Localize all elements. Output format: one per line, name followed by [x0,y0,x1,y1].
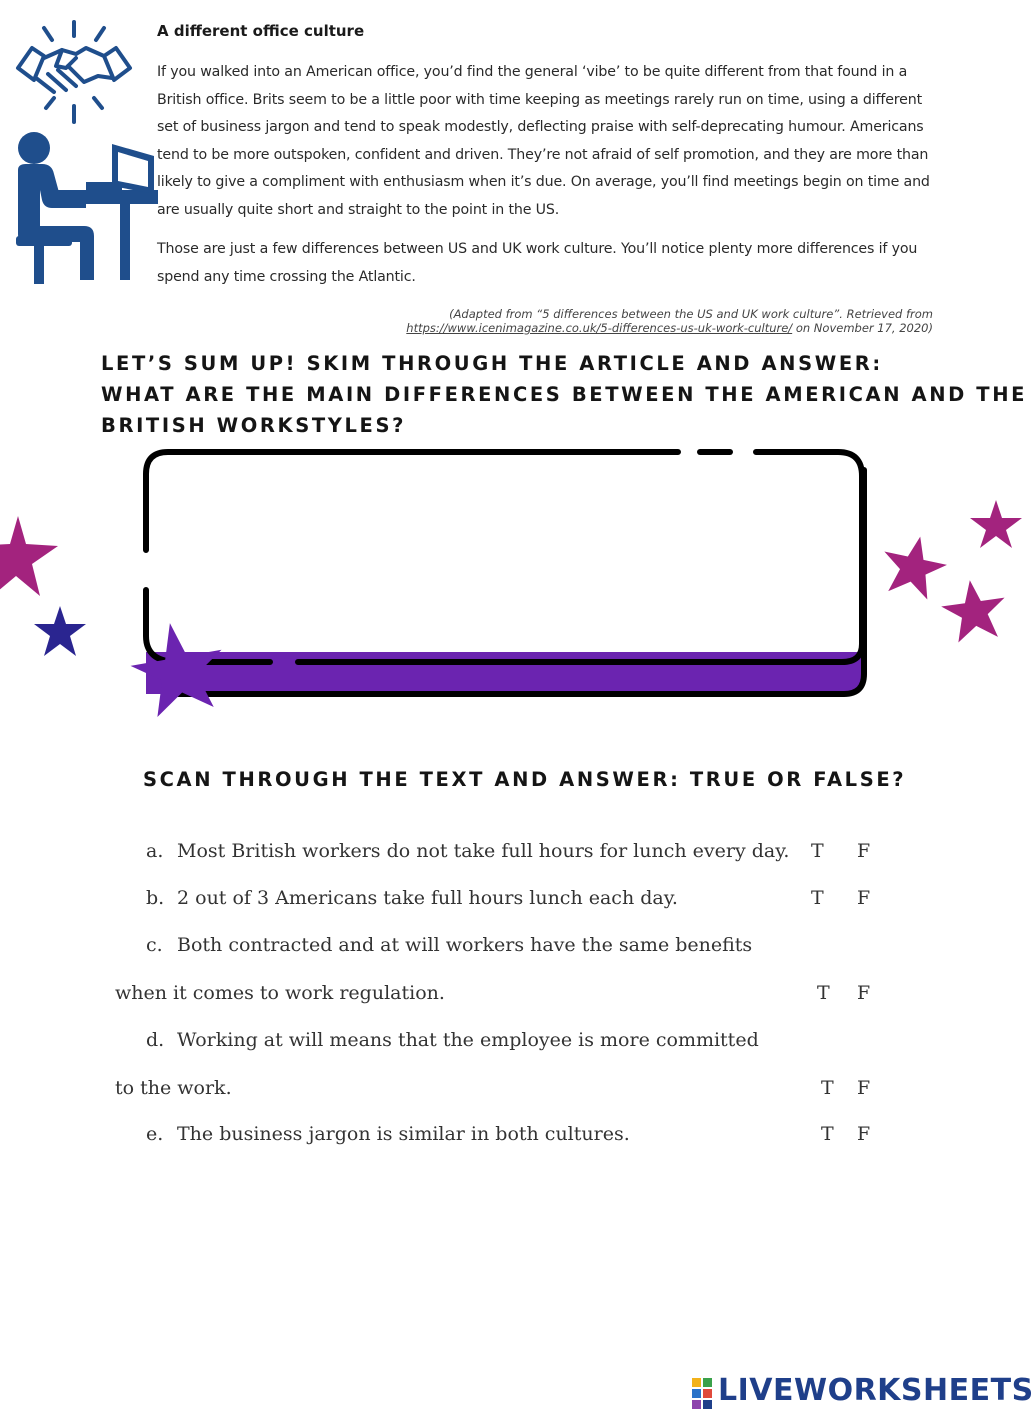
star-icon-left-small [34,604,90,660]
item-d-true-option[interactable]: T [821,1077,834,1099]
article-paragraph-2: Those are just a few differences between US and UK work culture. You’ll notice plenty more differences if you spend any time crossing the Atlantic. [157,241,918,285]
item-a-letter: a. [146,840,164,862]
liveworksheets-logo-text[interactable]: LIVEWORKSHEETS [718,1373,1034,1408]
office-worker-icon [14,130,159,290]
item-b-false-option[interactable]: F [857,887,871,909]
item-d-continuation: to the work. [115,1077,232,1099]
item-d-false-option[interactable]: F [857,1077,871,1099]
article-paragraph-1: If you walked into an American office, you’d find the general ‘vibe’ to be quite different from that found in a British office. Brits seem to be a little poor with time keeping as meetings rarely run on time, using a different set of business jargon and tend to speak modestly, deflecting praise with self-deprecating humour. Americans tend to be more outspoken, confident and driven. They’re not afraid of self promotion, and they are more than likely to give a compliment with enthusiasm when it’s due. On average, you’ll find meetings begin on time and are usually quite short and straight to the point in the US. [157,64,930,218]
item-c-continuation: when it comes to work regulation. [115,982,445,1004]
article-title: A different office culture [157,22,365,40]
item-d-letter: d. [146,1029,165,1051]
item-b-true-option[interactable]: T [811,887,824,909]
item-a-false-option[interactable]: F [857,840,871,862]
item-e-true-option[interactable]: T [821,1123,834,1145]
star-icon-right-low [942,578,999,648]
question2-heading: SCAN THROUGH THE TEXT AND ANSWER: TRUE OR FALSE? [143,768,907,791]
item-a-true-option[interactable]: T [811,840,824,862]
item-c-true-option[interactable]: T [817,982,830,1004]
source-date: on November 17, 2020) [792,321,933,335]
star-icon-left-large [0,512,60,602]
item-e-text: The business jargon is similar in both cultures. [177,1123,630,1145]
question1-heading-line3: BRITISH WORKSTYLES? [101,414,407,437]
item-c-false-option[interactable]: F [857,982,871,1004]
item-a-text: Most British workers do not take full hours for lunch every day. [177,840,790,862]
source-url-link[interactable]: https://www.icenimagazine.co.uk/5-differences-us-uk-work-culture/ [406,321,793,335]
answer-textarea[interactable] [160,470,854,649]
item-b-text: 2 out of 3 Americans take full hours lunch each day. [177,887,678,909]
star-icon-right-top [972,498,999,548]
item-d-text: Working at will means that the employee is more committed [177,1029,759,1051]
item-c-text: Both contracted and at will workers have the same benefits [177,934,753,956]
liveworksheets-logo-icon [690,1374,716,1410]
item-c-letter: c. [146,934,163,956]
source-credit-url-line [406,321,933,335]
question1-heading-line1: LET’S SUM UP! SKIM THROUGH THE ARTICLE AND ANSWER: [101,352,883,375]
source-credit: (Adapted from “5 differences between the US and UK work culture”. Retrieved from [449,307,933,321]
item-e-letter: e. [146,1123,164,1145]
handshake-icon [14,18,134,128]
question1-heading-line2: WHAT ARE THE MAIN DIFFERENCES BETWEEN THE AMERICAN AND THE [101,383,1028,406]
item-b-letter: b. [146,887,165,909]
item-e-false-option[interactable]: F [857,1123,871,1145]
